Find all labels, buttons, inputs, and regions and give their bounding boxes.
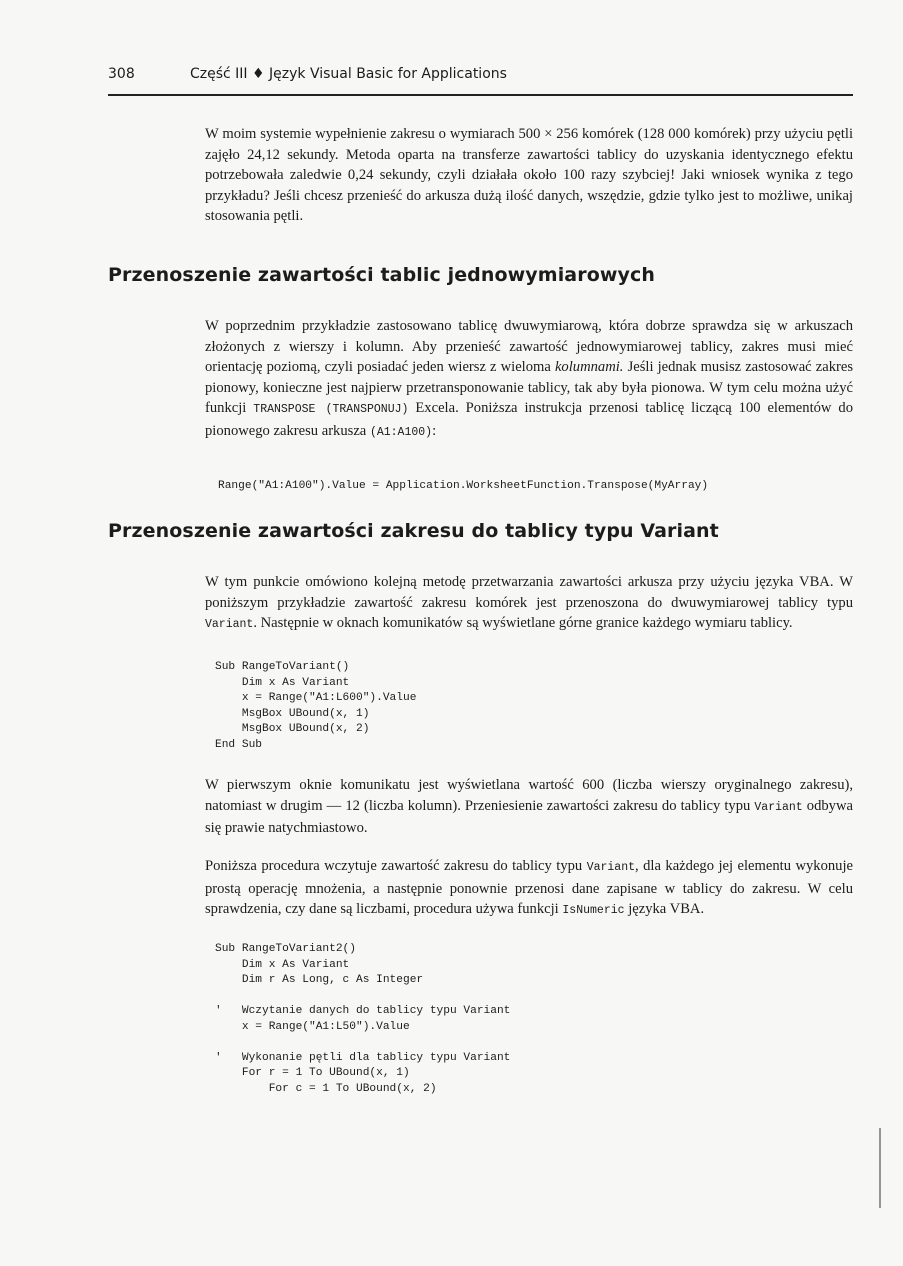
text-segment: odbywa się prawie natychmiastowo.: [205, 797, 853, 836]
page-edge-mark: [879, 1128, 881, 1208]
code-transpose: Range("A1:A100").Value = Application.WorksheetFunction.Transpose(MyArray): [218, 480, 709, 492]
running-title: Część III ♦ Język Visual Basic for Applications: [190, 66, 507, 82]
inline-code: (A1:A100): [369, 425, 433, 439]
text-segment: :: [432, 422, 437, 439]
emphasis-text: kolumnami.: [554, 359, 624, 375]
text-segment: Excela. Poniższa instrukcja przenosi tablicę liczącą 100 elementów do pionowego zakresu arkusza: [205, 400, 854, 439]
paragraph-variant-intro: [205, 572, 853, 636]
paragraph-variant-result: [205, 775, 853, 839]
text-segment: W poprzednim przykładzie zastosowano tablicę dwuwymiarową, która dobrze sprawdza się w arkuszach złożonych z wierszy i kolumn. Aby przenieść zawartość jednowymiarowej tablicy, zakres musi mieć orientację poziomą, czyli posiadać jeden wiersz z wieloma: [205, 318, 853, 375]
code-range-to-variant2: Sub RangeToVariant2() Dim x As Variant Dim r As Long, c As Integer ' Wczytanie danych do tablicy typu Variant x = Range("A1:L50").Value ' Wykonanie pętli dla tablicy typu Variant For r = 1 To UBound(x, 1) For c = 1 To UBound(x, 2): [215, 943, 511, 1095]
text-segment: W pierwszym oknie komunikatu jest wyświetlana wartość 600 (liczba wierszy oryginalnego zakresu), natomiast w drugim — 12 (liczba kolumn). Przeniesienie zawartości zakresu do tablicy typu: [205, 777, 853, 814]
section-heading-variant: Przenoszenie zawartości zakresu do tablicy typu Variant: [108, 520, 719, 542]
text-segment: W tym punkcie omówiono kolejną metodę przetwarzania zawartości arkusza przy użyciu języka VBA. W poniższym przykładzie zawartość zakresu komórek jest przenoszona do dwuwymiarowej tablicy typu: [205, 574, 853, 611]
paragraph-variant-procedure: [205, 856, 853, 922]
paragraph-1d-arrays: [205, 316, 853, 443]
code-range-to-variant: Sub RangeToVariant() Dim x As Variant x = Range("A1:L600").Value MsgBox UBound(x, 1) MsgBox UBound(x, 2) End Sub: [215, 661, 417, 751]
text-segment: języka VBA.: [628, 901, 705, 917]
inline-code: TRANSPOSE (TRANSPONUJ): [253, 403, 409, 416]
text-segment: , dla każdego jej elementu wykonuje prostą operację mnożenia, a następnie ponownie przenosi dane zapisane w tablicy do zakresu. W celu sprawdzenia, czy dane są liczbami, procedura używa funkcji: [205, 858, 854, 917]
page-number: 308: [108, 66, 135, 82]
text-segment: . Następnie w oknach komunikatów są wyświetlane górne granice każdego wymiaru tablicy.: [253, 615, 793, 631]
inline-code: Variant: [586, 861, 636, 874]
inline-code: IsNumeric: [562, 904, 625, 917]
section-heading-1d-arrays: Przenoszenie zawartości tablic jednowymiarowych: [108, 264, 655, 286]
intro-paragraph: W moim systemie wypełnienie zakresu o wymiarach 500 × 256 komórek (128 000 komórek) przy użyciu pętli zajęło 24,12 sekundy. Metoda oparta na transferze zawartości tablicy do uzyskania identycznego efektu potrzebowała zaledwie 0,24 sekundy, czyli działała około 100 razy szybciej! Jaki wniosek wynika z tego przykładu? Jeśli chcesz przenieść do arkusza dużą ilość danych, wszędzie, gdzie tylko jest to możliwe, unikaj stosowania pętli.: [205, 126, 853, 224]
running-header: [108, 66, 853, 96]
text-segment: Poniższa procedura wczytuje zawartość zakresu do tablicy typu: [205, 858, 583, 874]
text-segment: Jeśli jednak musisz zastosować zakres pionowy, konieczne jest najpierw przetransponowanie tablicy, tak aby była pionowa. W tym celu można użyć funkcji: [205, 359, 854, 416]
inline-code: Variant: [205, 618, 254, 631]
inline-code: Variant: [754, 800, 803, 814]
